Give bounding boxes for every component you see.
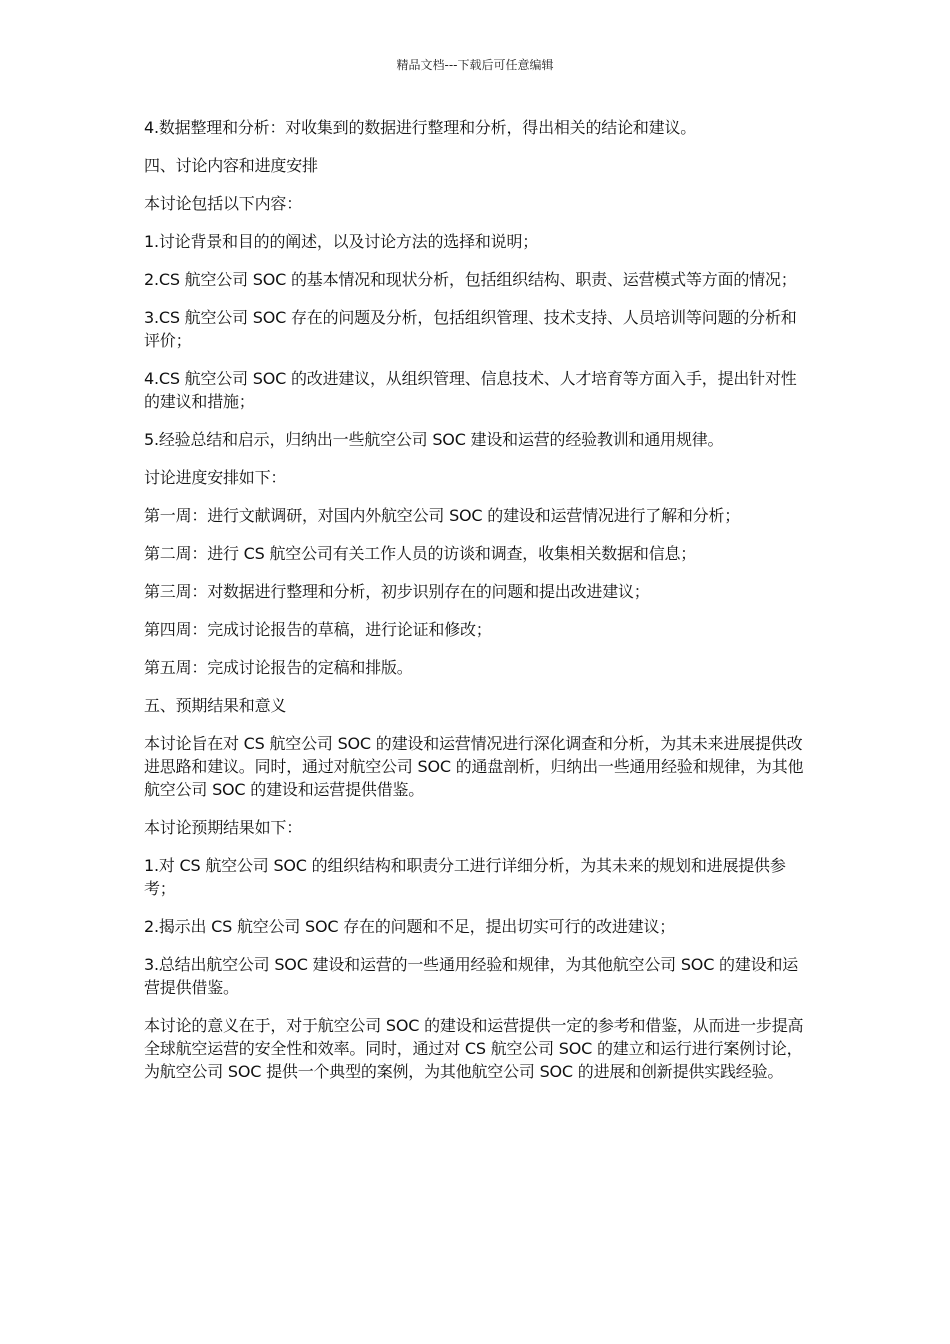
list-item-content-4: 4.CS 航空公司 SOC 的改进建议，从组织管理、信息技术、人才培育等方面入手，提出针对性的建议和措施；	[144, 369, 797, 411]
paragraph-schedule-intro: 讨论进度安排如下：	[144, 468, 287, 487]
paragraph-contents-intro: 本讨论包括以下内容：	[144, 194, 303, 213]
list-item-content-1: 1.讨论背景和目的的阐述，以及讨论方法的选择和说明；	[144, 232, 539, 251]
paragraph-data-analysis: 4.数据整理和分析：对收集到的数据进行整理和分析，得出相关的结论和建议。	[144, 118, 697, 137]
page-header: 精品文档---下载后可任意编辑	[396, 58, 554, 72]
paragraph-purpose: 本讨论旨在对 CS 航空公司 SOC 的建设和运营情况进行深化调查和分析，为其未来进展提供改进思路和建议。同时，通过对航空公司 SOC 的通盘剖析，归纳出一些通用经验和规律，为其他航空公司 SOC 的建设和运营提供借鉴。	[144, 734, 804, 799]
list-item-content-5: 5.经验总结和启示，归纳出一些航空公司 SOC 建设和运营的经验教训和通用规律。	[144, 430, 724, 449]
list-item-result-3: 3.总结出航空公司 SOC 建设和运营的一些通用经验和规律，为其他航空公司 SOC 的建设和运营提供借鉴。	[144, 955, 799, 997]
schedule-week-2: 第二周：进行 CS 航空公司有关工作人员的访谈和调查，收集相关数据和信息；	[144, 544, 697, 563]
section-heading-discussion-schedule: 四、讨论内容和进度安排	[144, 156, 318, 175]
schedule-week-1: 第一周：进行文献调研，对国内外航空公司 SOC 的建设和运营情况进行了解和分析；	[144, 506, 741, 525]
paragraph-results-intro: 本讨论预期结果如下：	[144, 818, 303, 837]
list-item-result-1: 1.对 CS 航空公司 SOC 的组织结构和职责分工进行详细分析，为其未来的规划和进展提供参考；	[144, 856, 786, 898]
schedule-week-4: 第四周：完成讨论报告的草稿，进行论证和修改；	[144, 620, 492, 639]
schedule-week-5: 第五周：完成讨论报告的定稿和排版。	[144, 658, 413, 677]
schedule-week-3: 第三周：对数据进行整理和分析，初步识别存在的问题和提出改进建议；	[144, 582, 650, 601]
list-item-content-3: 3.CS 航空公司 SOC 存在的问题及分析，包括组织管理、技术支持、人员培训等问题的分析和评价；	[144, 308, 797, 350]
list-item-result-2: 2.揭示出 CS 航空公司 SOC 存在的问题和不足，提出切实可行的改进建议；	[144, 917, 676, 936]
document-body	[144, 116, 806, 1098]
list-item-content-2: 2.CS 航空公司 SOC 的基本情况和现状分析，包括组织结构、职责、运营模式等方面的情况；	[144, 270, 797, 289]
paragraph-significance: 本讨论的意义在于，对于航空公司 SOC 的建设和运营提供一定的参考和借鉴，从而进一步提高全球航空运营的安全性和效率。同时，通过对 CS 航空公司 SOC 的建立和运行进行案例讨论，为航空公司 SOC 提供一个典型的案例，为其他航空公司 SOC 的进展和创新提供实践经验。	[144, 1016, 804, 1081]
section-heading-expected-results: 五、预期结果和意义	[144, 696, 287, 715]
